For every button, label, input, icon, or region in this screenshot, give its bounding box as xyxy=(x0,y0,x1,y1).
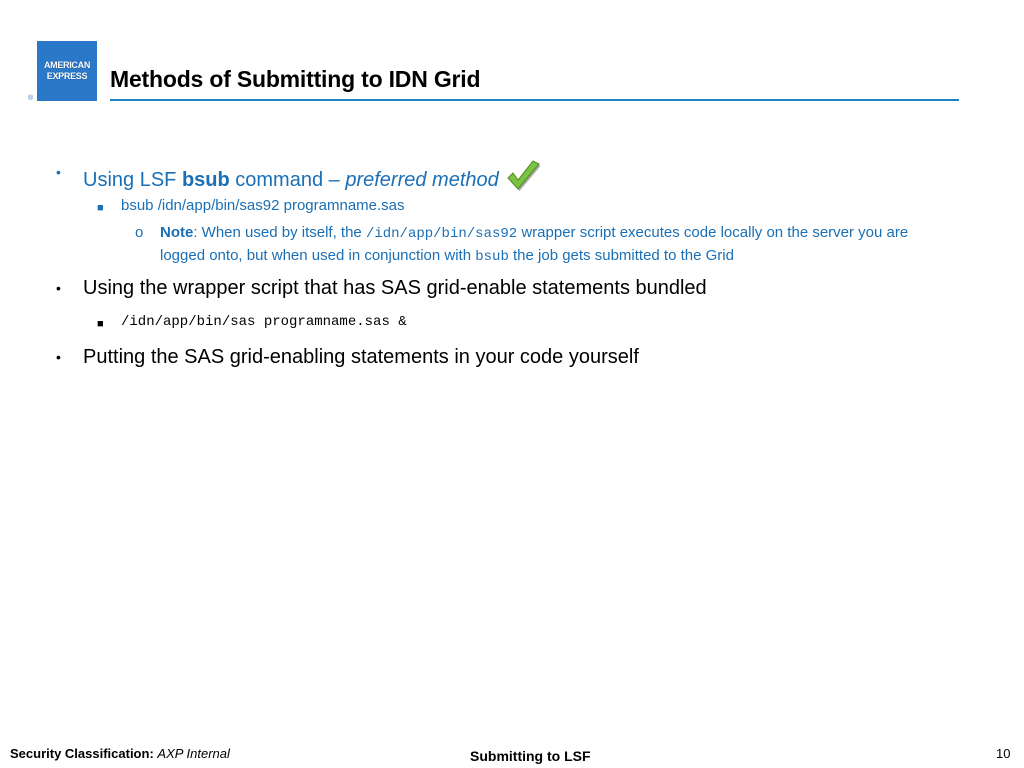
bullet-prefix: Using LSF xyxy=(83,169,182,191)
page-number: 10 xyxy=(996,746,1011,761)
square-bullet-icon: ■ xyxy=(97,318,104,330)
note-text xyxy=(160,222,950,268)
note-label: Note xyxy=(160,224,194,241)
checkmark-icon xyxy=(505,160,541,198)
registered-mark: ® xyxy=(28,95,34,102)
sub-bullet-code: /idn/app/bin/sas programname.sas & xyxy=(121,314,407,330)
bullet-bold-bsub: bsub xyxy=(181,169,230,191)
american-express-logo xyxy=(37,41,97,101)
note-text-2: wrapper script executes code locally on the server you are logged onto, but when used in conjunction with xyxy=(160,224,909,264)
square-bullet-icon: ■ xyxy=(97,202,104,214)
logo-text-line2: EXPRESS xyxy=(46,71,88,81)
security-classification xyxy=(10,746,230,761)
bullet-middle: command – xyxy=(229,169,346,191)
note-code-path: /idn/app/bin/sas92 xyxy=(365,226,518,242)
bullet-dot-icon: • xyxy=(56,280,61,296)
bullet-text: Using the wrapper script that has SAS grid-enable statements bundled xyxy=(83,277,707,299)
circle-bullet-marker: o xyxy=(135,224,144,241)
bullet-text: Putting the SAS grid-enabling statements in your code yourself xyxy=(83,346,639,368)
classification-value: AXP Internal xyxy=(157,746,230,761)
classification-label: Security Classification: xyxy=(10,746,154,761)
note-text-3: the job gets submitted to the Grid xyxy=(508,247,734,264)
note-code-bsub: bsub xyxy=(475,249,509,265)
bullet-dot-icon: • xyxy=(56,349,61,365)
sub-bullet-text: bsub /idn/app/bin/sas92 programname.sas xyxy=(121,197,405,214)
logo-text-line1: AMERICAN xyxy=(43,60,91,70)
footer-section-title: Submitting to LSF xyxy=(470,748,591,764)
bullet-text xyxy=(83,160,541,198)
slide-title: Methods of Submitting to IDN Grid xyxy=(110,66,481,92)
bullet-preferred: preferred method xyxy=(345,169,499,191)
note-text-1: : When used by itself, the xyxy=(193,224,366,241)
title-underline xyxy=(110,99,959,101)
bullet-dot-icon: • xyxy=(56,164,61,180)
